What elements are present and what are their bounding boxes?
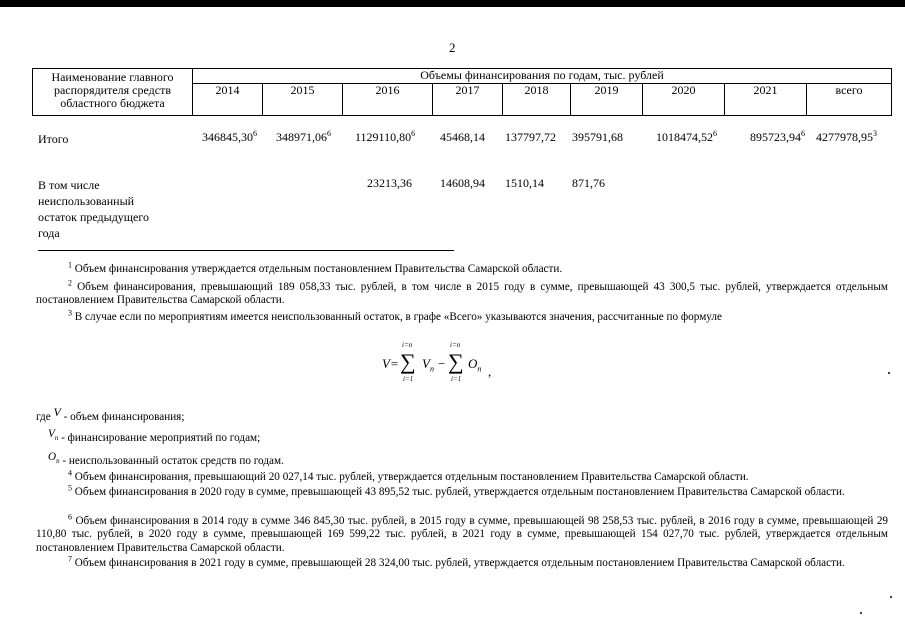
footnote-ref: 6 [713, 129, 717, 138]
value: 45468,14 [440, 130, 485, 144]
scan-speck [890, 596, 892, 598]
sum-bot-2: i=1 [451, 375, 462, 383]
footnote-number: 1 [68, 260, 72, 270]
total-2020 [656, 130, 717, 145]
year-label: 2018 [524, 83, 549, 97]
footnote-ref: 6 [411, 129, 416, 138]
year-col-2014 [193, 84, 263, 116]
label-line: неиспользованный [38, 194, 135, 208]
footnote-4 [36, 468, 888, 484]
footnote-text: В случае если по мероприятиям имеется неиспользованный остаток, в графе «Всего» указываются значения, рассчитанные по формуле [74, 311, 722, 323]
value: 4277978,95 [816, 130, 873, 144]
footnote-2 [36, 278, 888, 308]
footnote-6 [36, 512, 889, 555]
year-col-2021 [725, 84, 807, 116]
header-name-line-3: областного бюджета [60, 96, 165, 110]
footnote-number: 4 [68, 468, 72, 478]
unused-2018: 1510,14 [505, 176, 544, 190]
year-col-2017 [433, 84, 503, 116]
total-all [816, 130, 877, 145]
footnote-text: Объем финансирования в 2020 году в сумме, превышающей 43 895,52 тыс. рублей, утверждается отдельным постановлением Правительства Самарской области. [74, 486, 845, 498]
header-funding-label: Объемы финансирования по годам, тыс. рублей [420, 68, 664, 82]
term-o-sym: O [468, 356, 478, 371]
definition-text: - финансирование мероприятий по годам; [61, 432, 261, 444]
year-label: 2017 [455, 83, 480, 97]
value: 1018474,52 [656, 130, 713, 144]
year-label: 2015 [290, 83, 315, 97]
footnote-separator [38, 250, 454, 251]
footnote-text: Объем финансирования, превышающий 189 058,33 тыс. рублей, в том числе в 2015 году в сумме, превышающей 43 300,5 тыс. рублей, утверждается отдельным постановлением Правительства Самарской области. [36, 281, 888, 307]
footnote-number: 2 [68, 278, 72, 288]
term-o-sub: n [477, 364, 482, 374]
footnote-ref: 6 [801, 129, 805, 138]
unused-2016: 23213,36 [367, 176, 412, 190]
sum-bot-1: i=1 [403, 375, 414, 383]
sum-top-2: i=n [450, 341, 461, 349]
symbol-v: V [53, 405, 61, 419]
footnote-text: Объем финансирования в 2014 году в сумме 346 845,30 тыс. рублей, в 2015 году в сумме, превышающей 98 258,53 тыс. рублей, в 2016 году в сумме, превышающей 29 110,80 тыс. рублей, в 2020 году в сумме, превышающей 169 599,22 тыс. рублей, в 2021 году в сумме, превышающей 154 027,70 тыс. рублей, утверждается отдельным постановлением Правительства Самарской области. [36, 515, 889, 554]
scan-speck [860, 612, 862, 614]
term-o [468, 356, 481, 374]
year-col-2020 [643, 84, 725, 116]
total-2014 [202, 130, 257, 145]
top-scan-border [0, 0, 905, 7]
symbol-vn-sub: n [54, 434, 59, 443]
minus-sign: − [438, 356, 446, 371]
scan-speck [888, 372, 890, 374]
footnote-number: 3 [68, 308, 72, 318]
definition-text: - объем финансирования; [63, 411, 185, 423]
value: 895723,94 [750, 130, 801, 144]
year-label: всего [835, 83, 863, 97]
year-col-2016 [343, 84, 433, 116]
total-2018 [505, 130, 556, 145]
formula [382, 342, 502, 387]
page-number: 2 [449, 40, 456, 55]
footnote-text: Объем финансирования в 2021 году в сумме, превышающей 28 324,00 тыс. рублей, утверждается отдельным постановлением Правительства Самарской области. [74, 557, 845, 569]
term-v [422, 356, 434, 374]
formula-comma: , [488, 364, 492, 379]
footnote-number: 7 [68, 554, 72, 564]
total-2019 [572, 130, 623, 145]
year-label: 2021 [753, 83, 778, 97]
year-label: 2019 [594, 83, 619, 97]
where-vn [48, 428, 900, 450]
footnote-ref: 6 [253, 129, 257, 138]
sigma-2: ∑ [448, 349, 464, 374]
row-label-total: Итого [38, 132, 69, 146]
footnote-number: 6 [68, 512, 72, 522]
year-col-2018 [503, 84, 571, 116]
where-on [48, 451, 900, 473]
sigma-1: ∑ [400, 349, 416, 374]
formula-lhs: V= [382, 356, 399, 371]
total-2015 [276, 130, 331, 145]
symbol-on [48, 451, 60, 466]
footnote-text: Объем финансирования утверждается отдельным постановлением Правительства Самарской области. [74, 263, 563, 275]
value: 395791,68 [572, 130, 623, 144]
year-label: 2014 [215, 83, 240, 97]
where-v [36, 405, 888, 424]
symbol-vn-base: V [48, 428, 55, 440]
total-2017 [440, 130, 485, 145]
footnote-5 [36, 483, 888, 499]
definition-text: - неиспользованный остаток средств по годам. [62, 455, 284, 467]
label-line: года [38, 226, 60, 240]
total-2016 [355, 130, 415, 145]
value: 137797,72 [505, 130, 556, 144]
symbol-vn [48, 428, 59, 443]
value: 348971,06 [276, 130, 327, 144]
year-col-total [807, 84, 892, 116]
footnote-3 [36, 308, 888, 324]
header-name-cell [33, 69, 193, 116]
footnote-number: 5 [68, 483, 72, 493]
header-name-line-2: распорядителя средств [53, 83, 172, 97]
label-line: остаток предыдущего [38, 210, 149, 224]
value: 346845,30 [202, 130, 253, 144]
footnote-1 [36, 260, 888, 276]
year-label: 2016 [375, 83, 400, 97]
sum-top-1: i=n [402, 341, 413, 349]
unused-2017: 14608,94 [440, 176, 485, 190]
header-name-line-1: Наименование главного [51, 70, 174, 84]
where-prefix: где [36, 411, 51, 423]
symbol-on-base: O [48, 451, 57, 463]
year-label: 2020 [671, 83, 696, 97]
year-col-2019 [571, 84, 643, 116]
term-v-sym: V [422, 356, 430, 371]
total-2021 [750, 130, 805, 145]
footnote-text: Объем финансирования, превышающий 20 027,14 тыс. рублей, утверждается отдельным постановлением Правительства Самарской области. [74, 471, 749, 483]
footnote-ref: 6 [327, 129, 331, 138]
table-header [32, 68, 892, 116]
value: 1129110,80 [355, 130, 412, 144]
unused-2019: 871,76 [572, 176, 605, 190]
header-funding-title [193, 69, 892, 84]
label-line: В том числе [38, 178, 100, 192]
footnote-ref: 3 [873, 129, 877, 138]
footnote-7 [36, 554, 888, 570]
term-v-sub: n [429, 364, 434, 374]
symbol-on-sub: n [56, 457, 60, 466]
year-col-2015 [263, 84, 343, 116]
row-label-unused-balance [38, 177, 149, 241]
